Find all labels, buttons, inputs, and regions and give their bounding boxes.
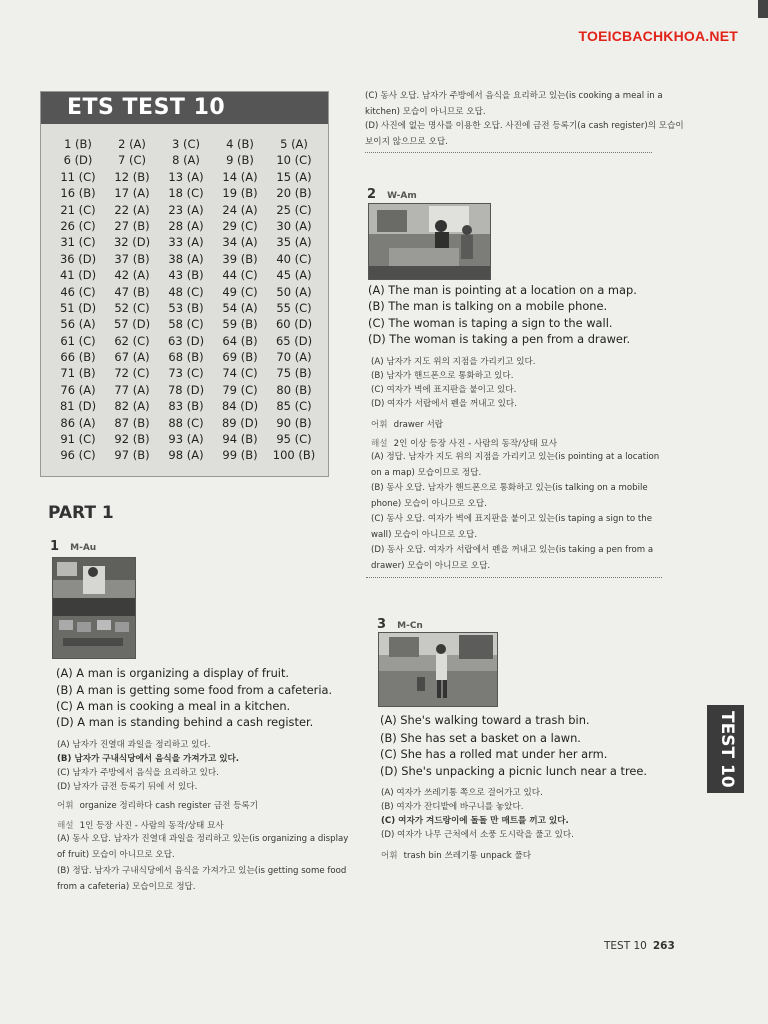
side-tab-label: TEST 10 [717,711,737,788]
answer-key-cell: 7 (C) [118,153,146,168]
answer-key-cell: 38 (A) [168,251,204,266]
answer-key-cell: 95 (C) [276,432,312,447]
q1-explanation-d: (D) 사진에 없는 명사를 이용한 오답. 사진에 금전 등록기(a cash register)의 모습이 보이지 않으므로 오답. [365,121,684,147]
answer-key-cell: 62 (C) [114,333,150,348]
answer-key-cell: 35 (A) [276,235,312,250]
answer-key-cell: 77 (A) [114,382,150,397]
answer-key-cell: 94 (B) [222,432,258,447]
q3-photo [378,632,498,707]
answer-key-row [51,365,321,381]
answer-key-row [51,447,321,463]
answer-key-cell: 93 (A) [168,432,204,447]
speaker-label: W-Am [387,191,417,201]
answer-key-cell: 47 (B) [114,284,150,299]
q2-explanation-d: (D) 동사 오답. 여자가 서랍에서 펜을 꺼내고 있는(is taking a pen from a drawer) 모습이 아니므로 오답. [371,545,654,571]
answer-key-cell: 48 (C) [168,284,204,299]
corner-mark [758,0,768,18]
answer-key-cell: 85 (C) [276,399,312,414]
q1-explanation-header [57,819,224,831]
answer-key-cell: 66 (B) [60,350,96,365]
answer-key-cell: 5 (A) [280,137,308,151]
answer-key-cell: 61 (C) [60,333,96,348]
answer-key-cell: 4 (B) [226,137,254,151]
q1-option-b: (B) A man is getting some food from a cafeteria. [56,683,333,697]
answer-key-cell: 8 (A) [172,153,200,168]
q2-translation-a: (A) 남자가 지도 위의 지점을 가리키고 있다. [371,357,536,367]
q2-explanation-b: (B) 동사 오답. 남자가 핸드폰으로 통화하고 있는(is talking on a mobile phone) 모습이 아니므로 오답. [371,483,648,509]
answer-key-cell: 82 (A) [114,399,150,414]
q2-explanation-header [371,437,557,449]
q3-vocab [381,849,531,861]
answer-key-cell: 43 (B) [168,268,204,283]
answer-key-cell: 63 (D) [167,333,205,348]
answer-key-cell: 29 (C) [222,218,258,233]
answer-key-cell: 40 (C) [276,251,312,266]
answer-key-cell: 75 (B) [276,366,312,381]
answer-key-cell: 70 (A) [276,350,312,365]
q2-translation-b: (B) 남자가 핸드폰으로 통화하고 있다. [371,371,514,381]
answer-key-cell: 59 (B) [222,317,258,332]
answer-key-cell: 33 (A) [168,235,204,250]
q2-option-d: (D) The woman is taking a pen from a drawer. [368,332,631,346]
answer-key-cell: 16 (B) [60,186,96,201]
answer-key-cell: 24 (A) [222,202,258,217]
answer-key-cell: 80 (B) [276,382,312,397]
q3-header [377,613,423,632]
answer-key-cell: 96 (C) [60,448,96,463]
park-photo [379,633,497,706]
answer-key-cell: 71 (B) [60,366,96,381]
q2-option-b: (B) The man is talking on a mobile phone. [368,299,608,313]
answer-key-cell: 39 (B) [222,251,258,266]
q2-photo [368,203,491,280]
answer-key-cell: 52 (C) [114,300,150,315]
answer-key-cell: 27 (B) [114,218,150,233]
answer-key-cell: 87 (B) [114,415,150,430]
part-title: PART 1 [48,503,114,523]
answer-key-cell: 49 (C) [222,284,258,299]
answer-key-cell: 26 (C) [60,218,96,233]
answer-key-cell: 3 (C) [172,137,200,151]
answer-key-cell: 53 (B) [168,300,204,315]
answer-key-cell: 25 (C) [276,202,312,217]
q3-option-c: (C) She has a rolled mat under her arm. [380,747,608,761]
answer-key-cell: 88 (C) [168,415,204,430]
answer-key-cell: 69 (B) [222,350,258,365]
answer-key-row [51,267,321,283]
answer-key-row [51,251,321,267]
answer-key-cell: 14 (A) [222,169,258,184]
answer-key-cell: 83 (B) [168,399,204,414]
answer-key-cell: 28 (A) [168,218,204,233]
divider [366,577,662,578]
question-number: 3 [377,617,387,632]
answer-key-cell: 56 (A) [60,317,96,332]
answer-key-cell: 41 (D) [59,268,97,283]
question-number: 2 [367,187,377,202]
answer-key-row [51,152,321,168]
answer-key-cell: 81 (D) [59,399,97,414]
answer-key-row [51,284,321,300]
answer-key-row [51,136,321,152]
speaker-label: M-Au [70,543,97,553]
q1-translation-c: (C) 남자가 주방에서 음식을 요리하고 있다. [57,768,219,778]
q2-explanation-a: (A) 정답. 남자가 지도 위의 지점을 가리키고 있는(is pointing at a location on a map) 모습이므로 정답. [371,452,660,478]
vocab-label: 어휘 [57,801,74,811]
answer-key-cell: 23 (A) [168,202,204,217]
answer-key-cell: 72 (C) [114,366,150,381]
answer-key-cell: 78 (D) [167,382,205,397]
answer-key-cell: 20 (B) [276,186,312,201]
answer-key-cell: 44 (C) [222,268,258,283]
answer-key-cell: 15 (A) [276,169,312,184]
answer-key-cell: 30 (A) [276,218,312,233]
footer-label: TEST 10 [604,940,647,952]
answer-key-cell: 10 (C) [276,153,312,168]
answer-key-cell: 90 (B) [276,415,312,430]
q1-header [50,535,96,554]
answer-key-cell: 74 (C) [222,366,258,381]
answer-key-cell: 17 (A) [114,186,150,201]
answer-key-row [51,185,321,201]
answer-key-cell: 6 (D) [63,153,93,168]
q1-translation-d: (D) 남자가 금전 등록기 뒤에 서 있다. [57,782,198,792]
answer-key-cell: 22 (A) [114,202,150,217]
q1-translation-a: (A) 남자가 진열대 과일을 정리하고 있다. [57,740,211,750]
vocab-text: organize 정리하다 cash register 금전 등록기 [79,801,259,811]
answer-key-row [51,169,321,185]
answer-key-row [51,234,321,250]
answer-key-cell: 57 (D) [113,317,151,332]
q1-explanation-b: (B) 정답. 남자가 구내식당에서 음식을 가져가고 있는(is getting some food from a cafeteria) 모습이므로 정답. [57,866,347,892]
answer-key-cell: 34 (A) [222,235,258,250]
q1-photo [52,557,136,659]
q3-translation-c: (C) 여자가 겨드랑이에 돌돌 만 매트를 끼고 있다. [381,816,569,826]
answer-key-grid [51,136,321,464]
speaker-label: M-Cn [397,621,423,631]
answer-key-cell: 36 (D) [59,251,97,266]
q1-option-c: (C) A man is cooking a meal in a kitchen. [56,699,291,713]
site-watermark: TOEICBACHKHOA.NET [578,28,738,44]
answer-key-row [51,300,321,316]
vocab-label: 어휘 [371,420,388,430]
answer-key-cell: 100 (B) [272,448,316,463]
answer-key-row [51,349,321,365]
page-footer [604,940,675,952]
answer-key-title: ETS TEST 10 [41,92,328,124]
q1-vocab [57,799,258,811]
answer-key-cell: 12 (B) [114,169,150,184]
q1-explanation-c: (C) 동사 오답. 남자가 주방에서 음식을 요리하고 있는(is cooking a meal in a kitchen) 모습이 아니므로 오답. [365,91,663,117]
answer-key-cell: 73 (C) [168,366,204,381]
page-number: 263 [652,940,675,952]
q1-option-a: (A) A man is organizing a display of fruit. [56,666,290,680]
answer-key-cell: 84 (D) [221,399,259,414]
office-photo [369,204,490,279]
answer-key-cell: 51 (D) [59,300,97,315]
answer-key-cell: 50 (A) [276,284,312,299]
answer-key-cell: 1 (B) [64,137,92,151]
q3-option-a: (A) She's walking toward a trash bin. [380,713,590,727]
test-side-tab [707,705,744,793]
answer-key-cell: 18 (C) [168,186,204,201]
answer-key-row [51,398,321,414]
divider [365,152,652,153]
answer-key-cell: 13 (A) [168,169,204,184]
q1-translation-b: (B) 남자가 구내식당에서 음식을 가져가고 있다. [57,754,240,764]
answer-key-cell: 19 (B) [222,186,258,201]
cafeteria-photo [53,558,135,658]
question-number: 1 [50,539,60,554]
explanation-label: 해설 [371,439,388,449]
answer-key-cell: 99 (B) [222,448,258,463]
answer-key-row [51,415,321,431]
q1-explanation-a: (A) 동사 오답. 남자가 진열대 과일을 정리하고 있는(is organizing a display of fruit) 모습이 아니므로 오답. [57,834,349,860]
answer-key-cell: 54 (A) [222,300,258,315]
answer-key-cell: 45 (A) [276,268,312,283]
q3-translation-a: (A) 여자가 쓰레기통 쪽으로 걸어가고 있다. [381,788,543,798]
answer-key-cell: 65 (D) [275,333,313,348]
q2-translation-c: (C) 여자가 벽에 표지판을 붙이고 있다. [371,385,517,395]
answer-key-cell: 60 (D) [275,317,313,332]
answer-key-cell: 55 (C) [276,300,312,315]
q3-translation-b: (B) 여자가 잔디밭에 바구니를 놓았다. [381,802,524,812]
q3-option-d: (D) She's unpacking a picnic lunch near a tree. [380,764,648,778]
answer-key-row [51,382,321,398]
answer-key-row [51,333,321,349]
explanation-title: 2인 이상 등장 사진 - 사람의 동작/상태 묘사 [393,439,558,449]
answer-key-row [51,218,321,234]
answer-key-cell: 31 (C) [60,235,96,250]
answer-key-cell: 42 (A) [114,268,150,283]
answer-key-row [51,431,321,447]
answer-key-cell: 92 (B) [114,432,150,447]
q2-header [367,183,417,202]
answer-key-row [51,316,321,332]
answer-key-cell: 86 (A) [60,415,96,430]
answer-key-row [51,202,321,218]
answer-key-cell: 37 (B) [114,251,150,266]
answer-key-cell: 21 (C) [60,202,96,217]
answer-key-cell: 91 (C) [60,432,96,447]
answer-key-cell: 76 (A) [60,382,96,397]
answer-key-cell: 98 (A) [168,448,204,463]
answer-key-cell: 64 (B) [222,333,258,348]
answer-key-cell: 58 (C) [168,317,204,332]
q2-option-c: (C) The woman is taping a sign to the wall. [368,316,613,330]
answer-key-cell: 89 (D) [221,415,259,430]
answer-key-cell: 79 (C) [222,382,258,397]
answer-key-box [40,91,329,477]
answer-key-cell: 9 (B) [226,153,254,168]
answer-key-cell: 32 (D) [113,235,151,250]
explanation-label: 해설 [57,821,74,831]
explanation-title: 1인 등장 사진 - 사람의 동작/상태 묘사 [79,821,224,831]
q1-option-d: (D) A man is standing behind a cash register. [56,715,314,729]
answer-key-cell: 68 (B) [168,350,204,365]
q2-option-a: (A) The man is pointing at a location on a map. [368,283,637,297]
vocab-label: 어휘 [381,851,398,861]
q2-vocab [371,418,443,430]
answer-key-cell: 46 (C) [60,284,96,299]
q2-explanation-c: (C) 동사 오답. 여자가 벽에 표지판을 붙이고 있는(is taping a sign to the wall) 모습이 아니므로 오답. [371,514,653,540]
q2-translation-d: (D) 여자가 서랍에서 펜을 꺼내고 있다. [371,399,517,409]
q3-translation-d: (D) 여자가 나무 근처에서 소풍 도시락을 풀고 있다. [381,830,574,840]
vocab-text: drawer 서랍 [393,420,444,430]
answer-key-cell: 11 (C) [60,169,96,184]
q3-option-b: (B) She has set a basket on a lawn. [380,731,581,745]
answer-key-cell: 2 (A) [118,137,146,151]
answer-key-cell: 97 (B) [114,448,150,463]
answer-key-cell: 67 (A) [114,350,150,365]
vocab-text: trash bin 쓰레기통 unpack 풀다 [403,851,532,861]
